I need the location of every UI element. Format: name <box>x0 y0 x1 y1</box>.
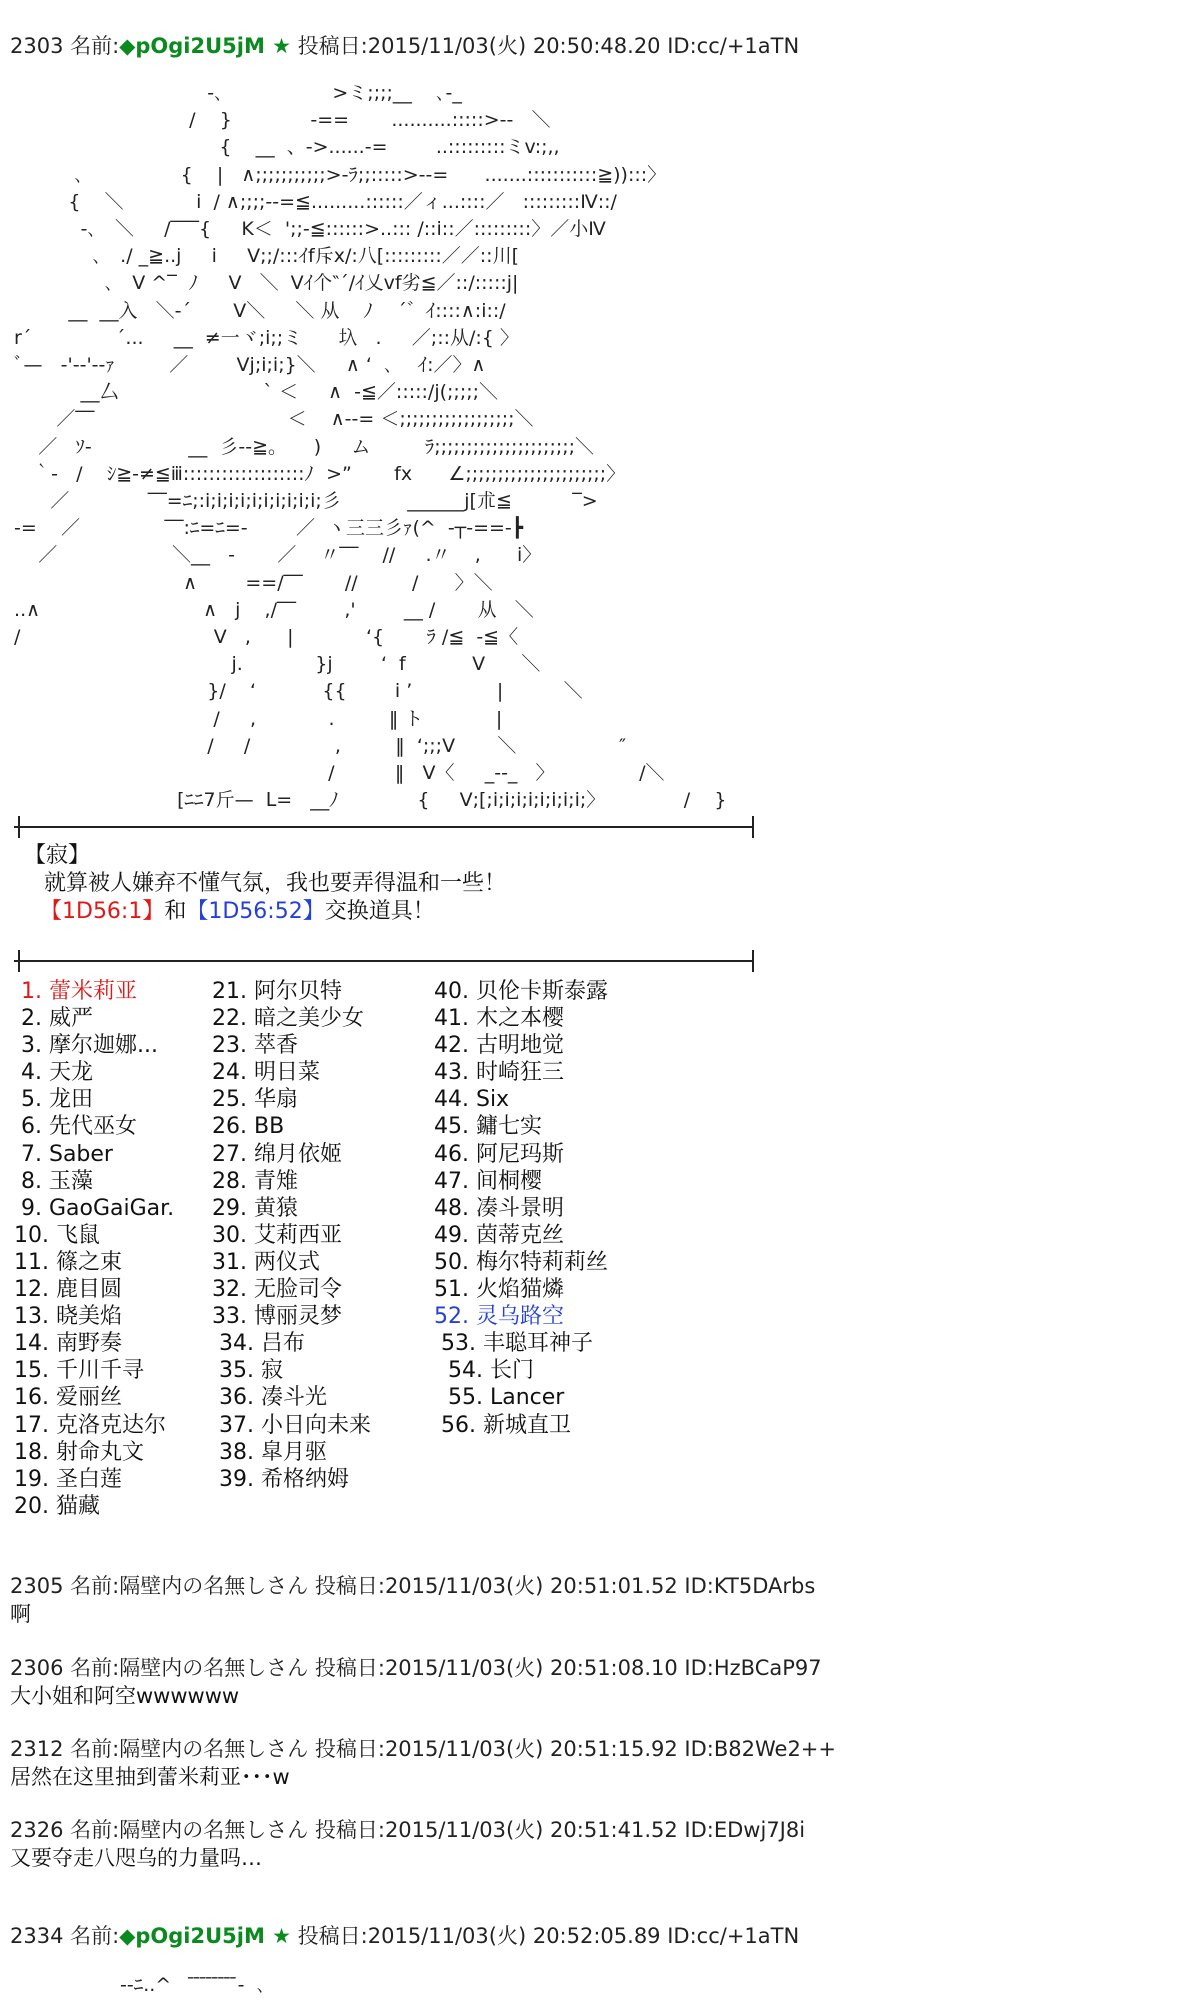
divider-tick <box>18 816 20 838</box>
item-list-entry: 7. Saber <box>14 1141 113 1167</box>
item-list-entry: 35. 寂 <box>212 1358 283 1384</box>
item-list-entry: 41. 木之本樱 <box>434 1006 564 1032</box>
item-list-entry: 25. 华扇 <box>212 1087 298 1113</box>
item-list-entry: 54. 长门 <box>434 1358 534 1384</box>
item-list-entry: 42. 古明地觉 <box>434 1033 564 1059</box>
item-list-entry: 38. 皐月驱 <box>212 1439 327 1465</box>
item-list-entry: 5. 龙田 <box>14 1087 93 1113</box>
item-list-entry: 18. 射命丸文 <box>14 1439 144 1465</box>
item-list-entry: 13. 晓美焰 <box>14 1304 122 1330</box>
item-list-entry: 56. 新城直卫 <box>434 1412 571 1438</box>
item-list-entry: 30. 艾莉西亚 <box>212 1222 342 1248</box>
item-list-entry: 2. 威严 <box>14 1006 93 1032</box>
dice-tail: 交换道具！ <box>324 899 435 924</box>
item-list-entry: 24. 明日菜 <box>212 1060 320 1086</box>
item-list-entry: 16. 爱丽丝 <box>14 1385 122 1411</box>
item-list-entry: 40. 贝伦卡斯泰露 <box>434 979 608 1004</box>
item-list-entry: 31. 两仪式 <box>212 1249 320 1275</box>
post-header: 2312 名前:隔壁内の名無しさん 投稿日:2015/11/03(火) 20:51:15.92 ID:B82We2++ <box>10 1737 837 1761</box>
item-list-entry: 27. 绵月依姬 <box>212 1141 342 1167</box>
item-list-entry: 34. 吕布 <box>212 1331 305 1357</box>
item-list-entry: 6. 先代巫女 <box>14 1114 137 1140</box>
item-list-entry: 47. 间桐樱 <box>434 1168 542 1194</box>
item-list-entry: 50. 梅尔特莉莉丝 <box>434 1249 608 1275</box>
item-list-entry: 22. 暗之美少女 <box>212 1006 364 1032</box>
item-list-entry: 10. 飞鼠 <box>14 1222 100 1248</box>
divider-tick <box>752 816 754 838</box>
item-list-entry: 55. Lancer <box>434 1385 565 1411</box>
post-body: 居然在这里抽到蕾米莉亚･･･w <box>10 1765 290 1789</box>
item-list-column-1 <box>14 978 174 1520</box>
speaker-label: 【寂】 <box>24 843 91 868</box>
tripcode: ◆pOgi2U5jM ★ <box>119 34 291 58</box>
item-list-entry: 20. 猫藏 <box>14 1493 100 1519</box>
item-list-entry: 45. 鏞七实 <box>434 1114 542 1140</box>
dice-result-1: 【1D56:1】 <box>40 899 165 924</box>
dialogue-line: 就算被人嫌弃不懂气氛，我也要弄得温和一些！ <box>44 871 507 896</box>
item-list-column-3 <box>434 978 608 1439</box>
divider-tick <box>18 950 20 972</box>
item-list-entry: 26. BB <box>212 1114 285 1140</box>
post-number-name: 2334 名前: <box>10 1924 120 1948</box>
item-list-entry: 21. 阿尔贝特 <box>212 979 342 1004</box>
item-list-entry: 4. 天龙 <box>14 1060 93 1086</box>
item-list-entry: 39. 希格纳姆 <box>212 1466 349 1492</box>
item-list-entry: 23. 萃香 <box>212 1033 298 1059</box>
item-list-entry: 1. 蕾米莉亚 <box>14 979 137 1004</box>
item-list-entry: 19. 圣白莲 <box>14 1466 122 1492</box>
item-list-entry: 3. 摩尔迦娜... <box>14 1033 158 1059</box>
item-list-entry: 52. 灵乌路空 <box>434 1304 564 1330</box>
item-list-entry: 36. 凑斗光 <box>212 1385 327 1411</box>
post-body: 大小姐和阿空wwwwww <box>10 1684 240 1708</box>
post-header <box>10 30 799 60</box>
item-list-entry: 51. 火焰猫燐 <box>434 1277 564 1303</box>
divider-top <box>14 826 754 828</box>
item-list-entry: 17. 克洛克达尔 <box>14 1412 166 1438</box>
post-body: 啊 <box>10 1602 31 1626</box>
item-list-entry: 53. 丰聪耳神子 <box>434 1331 593 1357</box>
item-list-entry: 15. 千川千寻 <box>14 1358 144 1384</box>
item-list-entry: 9. GaoGaiGar. <box>14 1195 175 1221</box>
divider-bottom <box>14 960 754 962</box>
item-list-entry: 44. Six <box>434 1087 510 1113</box>
dice-result-2: 【1D56:52】 <box>186 899 325 924</box>
item-list-entry: 48. 凑斗景明 <box>434 1195 564 1221</box>
item-list-entry: 14. 南野奏 <box>14 1331 122 1357</box>
item-list-entry: 12. 鹿目圆 <box>14 1277 122 1303</box>
tripcode: ◆pOgi2U5jM ★ <box>119 1924 291 1948</box>
post-meta: 投稿日:2015/11/03(火) 20:50:48.20 ID:cc/+1aTN <box>290 34 800 58</box>
ascii-art-fragment: -‐ﾆ..^ ̄ ̄ ̄ ̄ ̄ ̄ ̄ ̄‐ ､ <box>120 1974 267 1996</box>
item-list-entry: 28. 青雉 <box>212 1168 298 1194</box>
divider-tick <box>752 950 754 972</box>
item-list-entry: 32. 无脸司令 <box>212 1277 342 1303</box>
post-number-name: 2303 名前: <box>10 34 120 58</box>
item-list-column-2 <box>212 978 371 1493</box>
item-list-entry: 37. 小日向未来 <box>212 1412 371 1438</box>
post-header <box>10 1920 799 1950</box>
item-list-entry: 49. 茵蒂克丝 <box>434 1222 564 1248</box>
item-list-entry: 33. 博丽灵梦 <box>212 1304 342 1330</box>
item-list-entry: 46. 阿尼玛斯 <box>434 1141 564 1167</box>
post-body: 又要夺走八咫乌的力量吗… <box>10 1846 262 1870</box>
item-list-entry: 43. 时崎狂三 <box>434 1060 564 1086</box>
dice-line <box>40 894 435 925</box>
item-list-entry: 11. 篠之束 <box>14 1249 122 1275</box>
dice-connector: 和 <box>164 899 187 924</box>
item-list-entry: 29. 黄猿 <box>212 1195 298 1221</box>
ascii-art: ‐､ >ミ;;;;__ ､-_ / } ‐== ..........:::::>-‐ ＼ { __ 、‐>......-= ..:::::::::ミv:;,, ､ { | ∧;;;;;;;;;;;>‐ﾗ;;:::::>-‐= .......:::::::::::≧)):::〉 { ＼ i / ∧;;;;-‐=≦.........::::::／ィ...::::／ :::::::::Ⅳ::/ ‐､ ＼ /‾‾‾{ K＜ ';;-≦::::::>..::: /::i::／:::::::::〉／小Ⅳ ､ ./ _≧..j i V;;/:::ｲf斥x/:八[:::::::::／／::川[ ､ V ^‾ ﾉ V ＼ Vｲ个‶´/ｲ乂vf劣≦／::/:::::j| __ __入 ＼-´ V＼ ＼ 从 ﾉ ´゛ｲ::::∧:i::/ r´ ´... __ ≠一ヾ;i;;ミ 圦 . ／;::从/:{ 〉 ﾞ— ‐'‐‐'‐‐ｧ ／ Vj;i;i;}＼ ∧ ‘ ､ ｲ:／〉∧ __厶 ` ＜ ∧ ‐≦／:::::/j(;;;;;＼ ／‾‾ ＜ ∧‐‐= ＜;;;;;;;;;;;;;;;;;;＼ ／ ｿ‐ __ 彡‐‐≧｡ ) ム ﾗ;;;;;;;;;;;;;;;;;;;;;;＼ ｀‐ / ｼ≧‐≠≦ⅲ:::::::::::::::::::ﾉ >” fx ∠;;;;;;;;;;;;;;;;;;;;;;〉 ／ ‾‾=ﾆ;:i;i;i;i;i;i;i;i;i;i;彡 ______j[朮≦ ‾> ‐= ／ ‾‾:ﾆ=ﾆ=‐ ／ ヽ三三彡ｧ(^ ‐┬‐==‐┣ ／ ＼__ - ／ 〃‾‾ // .〃 , i〉 ∧ ==/‾‾ // / 〉＼ ..∧ ∧ j ,/‾‾ ,' __ / 从 ＼ / V , | ‘{ ﾗ /≦ ‐≦〈 j. }j ‘ f V ＼ }/ ‘ {{ i ’ | ＼ / , . ‖ ト | / / , ‖ ‘;;;V ＼ ″ / ‖ V〈 _-‐_ 〉 /＼ [ﾆﾆ7斤— ᒪ= __ﾉ { V;[;i;i;i;i;i;i;i;i;〉 / } <box>14 82 727 812</box>
post-header: 2305 名前:隔壁内の名無しさん 投稿日:2015/11/03(火) 20:51:01.52 ID:KT5DArbs <box>10 1574 816 1598</box>
post-meta: 投稿日:2015/11/03(火) 20:52:05.89 ID:cc/+1aTN <box>290 1924 800 1948</box>
post-header: 2306 名前:隔壁内の名無しさん 投稿日:2015/11/03(火) 20:51:08.10 ID:HzBCaP97 <box>10 1656 822 1680</box>
item-list-entry: 8. 玉藻 <box>14 1168 93 1194</box>
post-header: 2326 名前:隔壁内の名無しさん 投稿日:2015/11/03(火) 20:51:41.52 ID:EDwj7J8i <box>10 1818 806 1842</box>
